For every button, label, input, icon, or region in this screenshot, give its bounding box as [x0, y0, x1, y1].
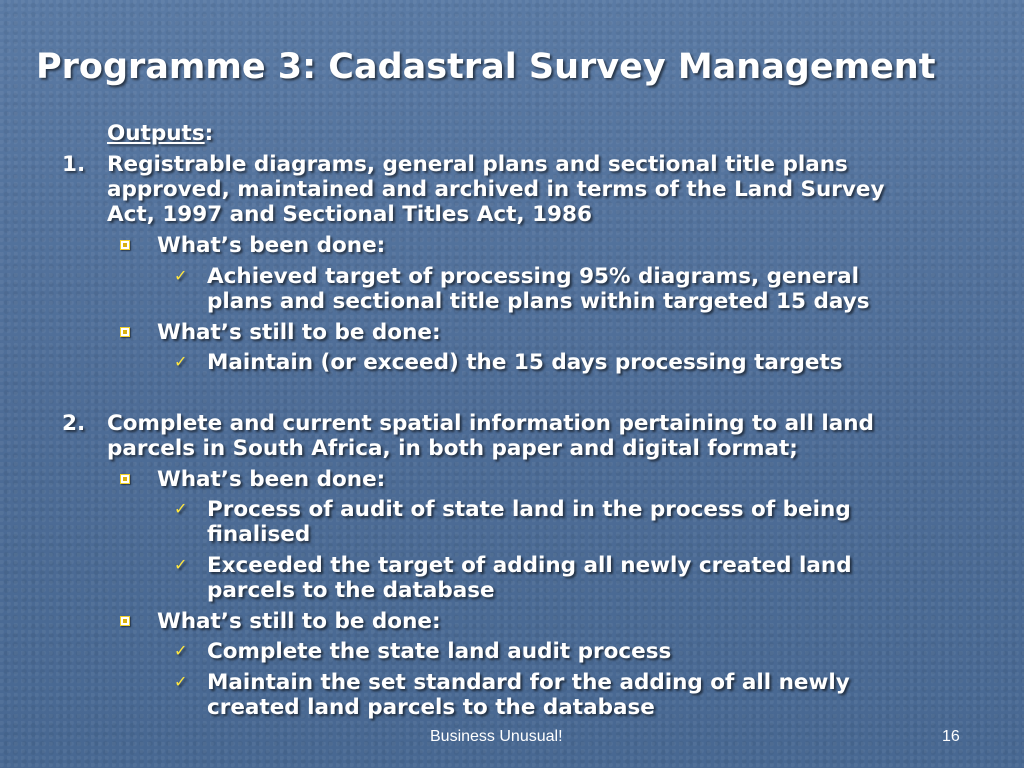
item-2-done-1-line-2: finalised: [207, 522, 311, 547]
square-bullet-icon: [120, 616, 130, 626]
item-2-done-label: What’s been done:: [157, 467, 386, 492]
square-bullet-icon: [120, 327, 130, 337]
item-2-todo-label: What’s still to be done:: [157, 609, 441, 634]
slide-number: 16: [942, 728, 960, 745]
checkmark-icon: ✓: [174, 352, 188, 371]
item-1-todo-label: What’s still to be done:: [157, 320, 441, 345]
item-1-done-1-line-1: Achieved target of processing 95% diagrams, general: [207, 264, 859, 289]
item-1-number: 1.: [62, 152, 86, 177]
item-1-text-line-2: approved, maintained and archived in terms of the Land Survey: [107, 177, 885, 202]
square-bullet-icon: [120, 474, 130, 484]
item-1-todo-1-line-1: Maintain (or exceed) the 15 days processing targets: [207, 350, 843, 375]
item-2-text-line-2: parcels in South Africa, in both paper and digital format;: [107, 436, 798, 461]
item-1-text-line-1: Registrable diagrams, general plans and sectional title plans: [107, 152, 848, 177]
item-2-text-line-1: Complete and current spatial information pertaining to all land: [107, 411, 874, 436]
square-bullet-icon: [120, 240, 130, 250]
outputs-label: Outputs: [107, 121, 205, 146]
item-2-done-1-line-1: Process of audit of state land in the process of being: [207, 497, 851, 522]
checkmark-icon: ✓: [174, 672, 188, 691]
footer-text: Business Unusual!: [430, 728, 563, 745]
checkmark-icon: ✓: [174, 555, 188, 574]
item-2-todo-2-line-1: Maintain the set standard for the adding of all newly: [207, 670, 850, 695]
checkmark-icon: ✓: [174, 641, 188, 660]
slide-title: Programme 3: Cadastral Survey Management: [36, 47, 936, 87]
outputs-heading: [107, 121, 213, 146]
item-2-done-2-line-2: parcels to the database: [207, 578, 495, 603]
item-2-done-2-line-1: Exceeded the target of adding all newly created land: [207, 553, 852, 578]
outputs-colon: :: [204, 121, 214, 146]
checkmark-icon: ✓: [174, 266, 188, 285]
item-1-text-line-3: Act, 1997 and Sectional Titles Act, 1986: [107, 202, 592, 227]
item-2-number: 2.: [62, 411, 86, 436]
item-2-todo-1-line-1: Complete the state land audit process: [207, 639, 672, 664]
item-2-todo-2-line-2: created land parcels to the database: [207, 695, 655, 720]
checkmark-icon: ✓: [174, 499, 188, 518]
item-1-done-1-line-2: plans and sectional title plans within targeted 15 days: [207, 289, 870, 314]
item-1-done-label: What’s been done:: [157, 233, 386, 258]
